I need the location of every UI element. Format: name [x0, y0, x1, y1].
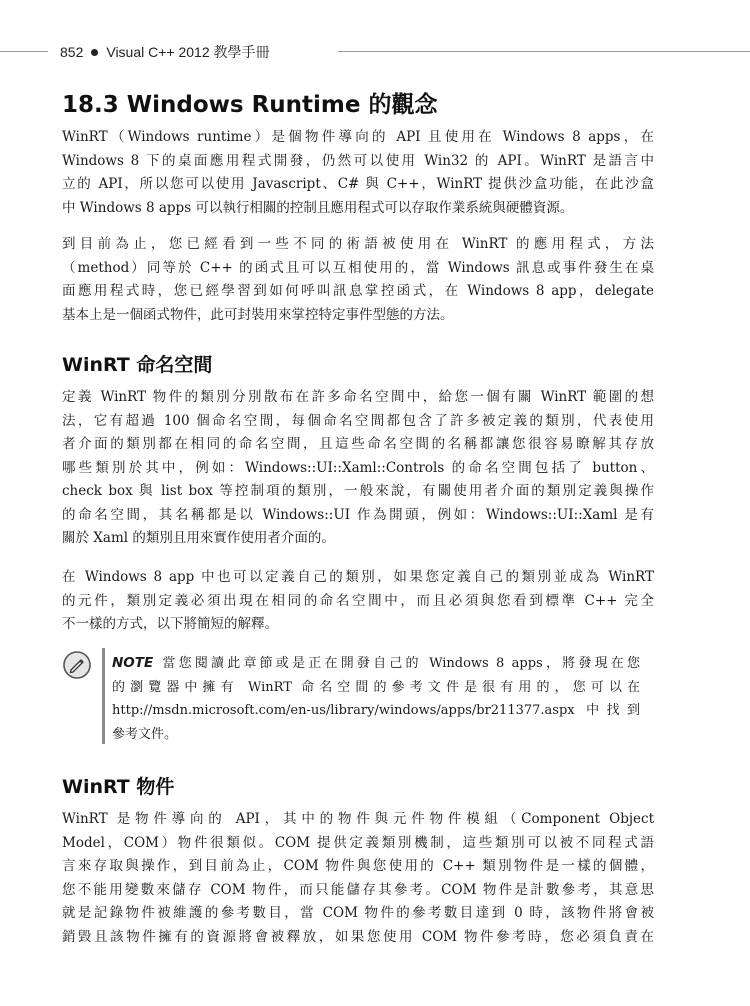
paragraph-line: 就是記錄物件被維護的參考數目，當 COM 物件的參考數目達到 0 時，該物件將會被 [62, 905, 654, 921]
bullet-icon [91, 49, 98, 56]
paragraph-line: WinRT（Windows runtime）是個物件導向的 API 且使用在 Windows 8 apps，在 [62, 129, 654, 145]
paragraph-line: 基本上是一個函式物件，此可封裝用來掌控特定事件型態的方法。 [62, 306, 454, 323]
paragraph-line: 的元件，類別定義必須出現在相同的命名空間中，而且必須與您看到標準 C++ 完全 [62, 592, 654, 609]
paragraph-line: （method）同等於 C++ 的函式且可以互相使用的，當 Windows 訊息或事件發生在桌 [62, 259, 654, 276]
paragraph-line: Model，COM）物件很類似。COM 提供定義類別機制，這些類別可以被不同程式語 [62, 834, 654, 851]
intro-paragraph [62, 126, 654, 220]
paragraph-line: 關於 Xaml 的類別且用來實作使用者介面的。 [62, 530, 335, 546]
pencil-note-icon [62, 650, 92, 680]
section-title: 18.3 Windows Runtime 的觀念 [62, 92, 438, 118]
paragraph-line: 的命名空間，其名稱都是以 Windows::UI 作為開頭，例如：Windows::UI::Xaml 是有 [62, 506, 654, 523]
paragraph-line: 您不能用變數來儲存 COM 物件，而只能儲存其參考。COM 物件是計數參考，其意思 [62, 881, 654, 898]
namespace-paragraph-1 [62, 386, 654, 551]
paragraph-line: check box 與 list box 等控制項的類別，一般來說，有關使用者介面的類別定義與操作 [62, 483, 654, 499]
paragraph-line: 立的 API，所以您可以使用 Javascript、C# 與 C++，WinRT 提供沙盒功能，在此沙盒 [62, 176, 654, 192]
note-line: http://msdn.microsoft.com/en-us/library/windows/apps/br211377.aspx 中找到 [112, 703, 640, 718]
paragraph-line: WinRT 是物件導向的 API，其中的物件與元件物件模組（Component Object [62, 811, 654, 827]
page-number: 852 [60, 44, 84, 60]
paragraph-line: Windows 8 下的桌面應用程式開發，仍然可以使用 Win32 的 API。WinRT 是語言中 [62, 152, 654, 169]
paragraph-line: 中 Windows 8 apps 可以執行相關的控制且應用程式可以存取作業系統與硬體資源。 [62, 199, 574, 216]
paragraph-line: 面應用程式時，您已經學習到如何呼叫訊息掌控函式，在 Windows 8 app，delegate [62, 283, 654, 299]
objects-paragraph [62, 808, 654, 949]
header-text [60, 42, 270, 62]
objects-heading: WinRT 物件 [62, 776, 175, 798]
terms-paragraph [62, 233, 654, 327]
note-box [62, 648, 654, 744]
paragraph-line: 銷毀且該物件擁有的資源將會被釋放，如果您使用 COM 物件參考時，您必須負責在 [62, 928, 654, 945]
note-label: NOTE [112, 655, 154, 671]
note-line: 參考文件。 [112, 726, 178, 742]
paragraph-line: 言來存取與操作，到目前為止，COM 物件與您使用的 C++ 類別物件是一樣的個體， [62, 858, 654, 874]
paragraph-line: 法，它有超過 100 個命名空間，每個命名空間都包含了許多被定義的類別，代表使用 [62, 412, 654, 429]
paragraph-line: 者介面的類別都在相同的命名空間，且這些命名空間的名稱都讓您很容易瞭解其存放 [62, 436, 654, 452]
note-text: 當您閱讀此章節或是正在開發自己的 Windows 8 apps，將發現在您 [159, 656, 640, 671]
paragraph-line: 在 Windows 8 app 中也可以定義自己的類別，如果您定義自己的類別並成為 WinRT [62, 569, 654, 585]
paragraph-line: 哪些類別於其中，例如：Windows::UI::Xaml::Controls 的命名空間包括了 button、 [62, 459, 654, 476]
note-body [112, 652, 640, 746]
note-bar [102, 648, 105, 744]
paragraph-line: 到目前為止，您已經看到一些不同的術語被使用在 WinRT 的應用程式，方法 [62, 236, 654, 252]
note-line [112, 652, 640, 676]
paragraph-line: 定義 WinRT 物件的類別分別散布在許多命名空間中，給您一個有關 WinRT 範圍的想 [62, 389, 654, 405]
running-header [0, 40, 750, 62]
namespace-paragraph-2 [62, 566, 654, 637]
paragraph-line: 不一樣的方式，以下將簡短的解釋。 [62, 616, 278, 632]
book-title: Visual C++ 2012 教學手冊 [106, 44, 270, 60]
namespace-heading: WinRT 命名空間 [62, 354, 213, 376]
note-line: 的瀏覽器中擁有 WinRT 命名空間的參考文件是很有用的，您可以在 [112, 679, 640, 695]
header-rule-left [0, 51, 48, 52]
header-rule-right [338, 51, 750, 52]
